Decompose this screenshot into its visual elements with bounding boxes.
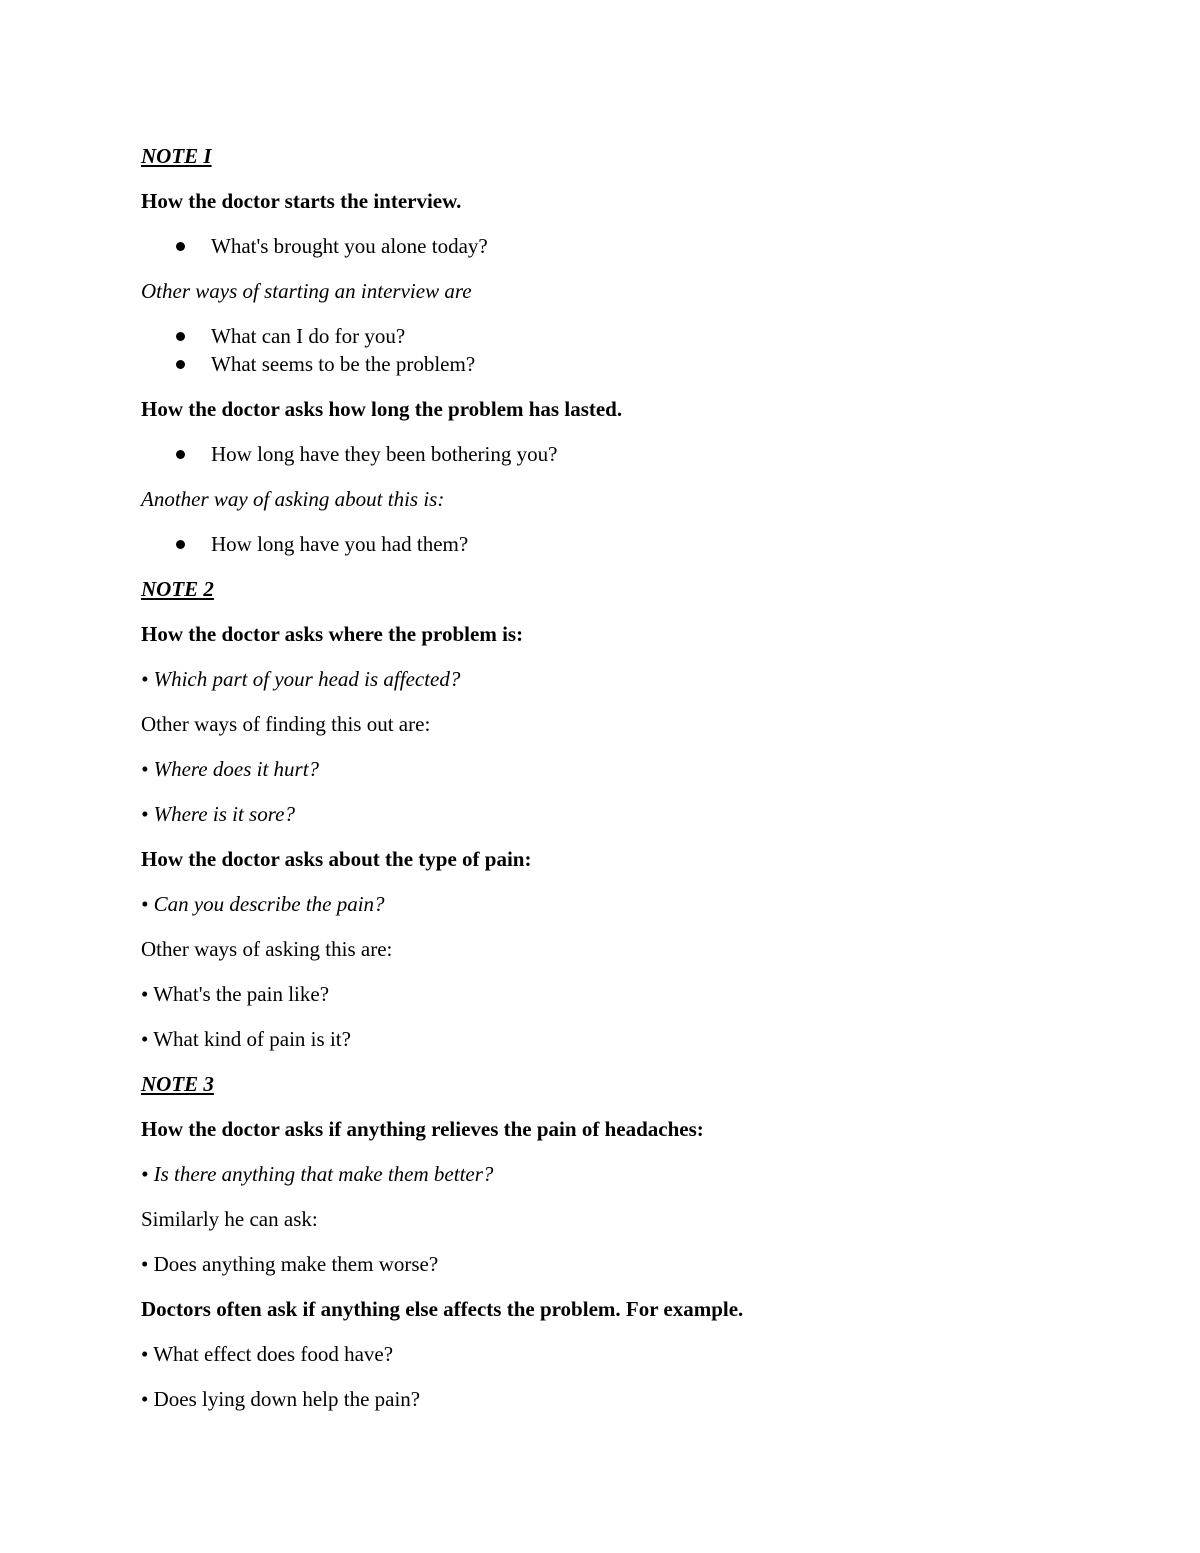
type-other-example: • What kind of pain is it? [141,1027,351,1051]
bullet-icon [176,360,185,369]
list-item: What seems to be the problem? [141,348,1101,393]
where-example: • Which part of your head is affected? [141,667,461,691]
another-way-list [141,528,1101,573]
type-other-example: • What's the pain like? [141,982,330,1006]
bullet-icon [176,540,185,549]
list-item: How long have they been bothering you? [141,438,1101,483]
duration-list [141,438,1101,483]
affects-label: Doctors often ask if anything else affects the problem. For example. [141,1297,744,1321]
type-other-label: Other ways of asking this are: [141,937,393,961]
bullet-icon [176,450,185,459]
type-label: How the doctor asks about the type of pain: [141,847,532,871]
similar-label: Similarly he can ask: [141,1207,318,1231]
relieve-example: • Is there anything that make them better? [141,1162,494,1186]
affects-example: • Does lying down help the pain? [141,1387,421,1411]
relieve-label: How the doctor asks if anything relieves the pain of headaches: [141,1117,704,1141]
start-interview-list [141,230,1101,275]
start-interview-label: How the doctor starts the interview. [141,189,462,213]
list-item: What's brought you alone today? [141,230,1101,275]
bullet-icon [176,242,185,251]
duration-label: How the doctor asks how long the problem has lasted. [141,397,623,421]
where-label: How the doctor asks where the problem is: [141,622,524,646]
list-item: How long have you had them? [141,528,1101,573]
similar-example: • Does anything make them worse? [141,1252,439,1276]
list-item: What can I do for you? [141,320,1101,348]
where-other-example: • Where is it sore? [141,802,295,826]
where-other-example: • Where does it hurt? [141,757,320,781]
other-ways-list [141,320,1101,393]
other-ways-label: Other ways of starting an interview are [141,279,472,303]
note-2-heading: NOTE 2 [141,577,214,601]
type-example: • Can you describe the pain? [141,892,385,916]
document-page [141,140,1101,1428]
another-way-label: Another way of asking about this is: [141,487,445,511]
note-1-heading: NOTE I [141,144,212,168]
note-3-heading: NOTE 3 [141,1072,214,1096]
bullet-icon [176,332,185,341]
affects-example: • What effect does food have? [141,1342,394,1366]
where-other-label: Other ways of finding this out are: [141,712,431,736]
